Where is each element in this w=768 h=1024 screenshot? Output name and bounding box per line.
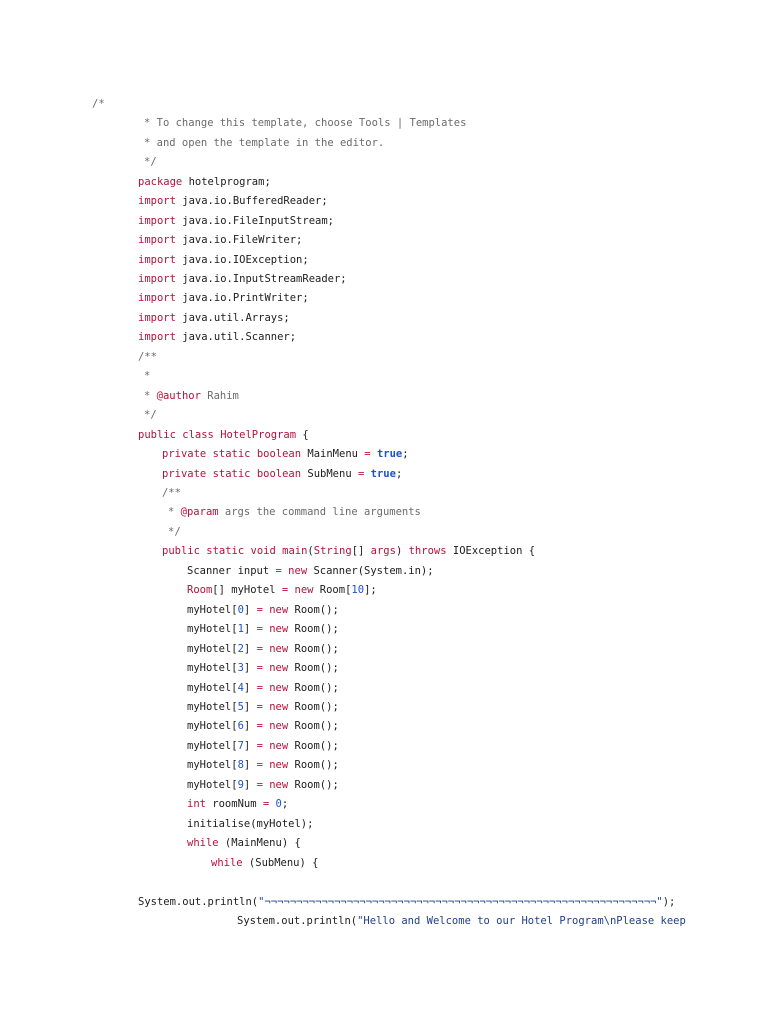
code-token: roomNum bbox=[205, 798, 263, 810]
code-token: Room(); bbox=[288, 623, 339, 635]
code-token: hotelprogram; bbox=[182, 176, 271, 188]
code-token: Room(); bbox=[288, 779, 339, 791]
code-token: 6 bbox=[237, 720, 244, 732]
code-token: = bbox=[275, 565, 282, 577]
code-token: ] bbox=[243, 759, 257, 771]
code-token: java.util.Arrays; bbox=[175, 312, 290, 324]
code-token: 10 bbox=[351, 584, 365, 596]
code-token: while bbox=[211, 857, 243, 869]
code-token: while bbox=[187, 837, 219, 849]
code-line bbox=[138, 270, 347, 289]
code-token: { bbox=[296, 429, 309, 441]
code-token: import bbox=[138, 292, 176, 304]
code-token: new bbox=[269, 720, 289, 732]
code-token: 5 bbox=[237, 701, 244, 713]
code-token: import bbox=[138, 331, 176, 343]
code-line bbox=[138, 251, 309, 270]
code-token: java.io.PrintWriter; bbox=[175, 292, 309, 304]
code-token: new bbox=[269, 662, 289, 674]
code-token: new bbox=[269, 623, 289, 635]
code-token: 8 bbox=[237, 759, 244, 771]
code-token: = bbox=[364, 448, 371, 460]
code-token: MainMenu bbox=[301, 448, 365, 460]
code-token: Room(); bbox=[288, 740, 339, 752]
code-token: new bbox=[269, 643, 289, 655]
code-line bbox=[187, 581, 377, 600]
code-line bbox=[144, 367, 150, 386]
code-token: * and open the template in the editor. bbox=[144, 137, 385, 149]
code-token: import bbox=[138, 254, 176, 266]
code-token: ] bbox=[243, 643, 257, 655]
code-token: import bbox=[138, 215, 176, 227]
code-token: Room bbox=[187, 584, 213, 596]
code-token: import bbox=[138, 312, 176, 324]
code-line bbox=[187, 776, 339, 795]
code-token: args bbox=[370, 545, 396, 557]
code-token: ] bbox=[243, 604, 257, 616]
code-token: (MainMenu) { bbox=[218, 837, 301, 849]
code-token: Room(); bbox=[288, 720, 339, 732]
code-token: myHotel[ bbox=[187, 662, 238, 674]
code-line bbox=[162, 484, 181, 503]
code-line bbox=[144, 134, 384, 153]
code-token: ; bbox=[402, 448, 409, 460]
code-token: Scanner input bbox=[187, 565, 276, 577]
code-token: public class bbox=[138, 429, 214, 441]
code-token: * bbox=[144, 370, 151, 382]
code-token: = bbox=[262, 798, 270, 810]
code-token: new bbox=[269, 779, 289, 791]
code-token: Room(); bbox=[288, 759, 339, 771]
code-token: "¬¬¬¬¬¬¬¬¬¬¬¬¬¬¬¬¬¬¬¬¬¬¬¬¬¬¬¬¬¬¬¬¬¬¬¬¬¬¬¬¬¬¬¬¬¬¬¬¬¬¬¬¬¬¬¬¬¬¬¬¬¬" bbox=[258, 896, 663, 908]
code-line bbox=[162, 542, 535, 561]
code-line bbox=[138, 328, 296, 347]
code-token: HotelProgram bbox=[220, 429, 297, 441]
code-token: = bbox=[256, 759, 263, 771]
code-token: * To change this template, choose Tools | Templates bbox=[144, 117, 467, 129]
code-token: import bbox=[138, 273, 176, 285]
code-line bbox=[144, 153, 157, 172]
code-token: new bbox=[294, 584, 314, 596]
code-token: * bbox=[168, 506, 181, 518]
code-line bbox=[187, 834, 301, 853]
code-line bbox=[187, 737, 339, 756]
code-token: myHotel[ bbox=[187, 643, 238, 655]
code-token: java.io.FileWriter; bbox=[175, 234, 303, 246]
code-token: Room(); bbox=[288, 682, 339, 694]
code-line bbox=[187, 717, 339, 736]
code-token: new bbox=[288, 565, 308, 577]
code-token: 0 bbox=[237, 604, 244, 616]
code-token: */ bbox=[168, 526, 181, 538]
code-token: args the command line arguments bbox=[218, 506, 421, 518]
code-token: ] bbox=[243, 623, 257, 635]
code-line bbox=[138, 426, 309, 445]
code-token: ; bbox=[395, 468, 403, 480]
code-line bbox=[144, 114, 466, 133]
code-token: new bbox=[269, 759, 289, 771]
code-line bbox=[187, 659, 339, 678]
code-token: Scanner(System.in); bbox=[307, 565, 434, 577]
code-token: Room(); bbox=[288, 604, 339, 616]
code-line bbox=[138, 192, 328, 211]
code-token: System.out.println( bbox=[138, 896, 259, 908]
code-token: (SubMenu) { bbox=[242, 857, 319, 869]
code-token: 2 bbox=[237, 643, 244, 655]
code-line bbox=[144, 406, 157, 425]
code-token: ] bbox=[243, 779, 257, 791]
code-token: = bbox=[256, 662, 263, 674]
code-line bbox=[211, 854, 318, 873]
code-token: new bbox=[269, 604, 289, 616]
code-token: true bbox=[376, 448, 403, 460]
code-line bbox=[138, 893, 675, 912]
code-token: = bbox=[281, 584, 289, 596]
code-token: Room(); bbox=[288, 662, 339, 674]
code-token: /** bbox=[162, 487, 181, 499]
code-token: Room[ bbox=[313, 584, 352, 596]
code-token: = bbox=[256, 740, 263, 752]
code-token: myHotel[ bbox=[187, 682, 238, 694]
code-line bbox=[187, 756, 339, 775]
code-line bbox=[187, 601, 339, 620]
code-token: "Hello and Welcome to our Hotel Program\nPlease keep bbox=[357, 915, 686, 927]
code-line bbox=[138, 309, 290, 328]
code-token: myHotel[ bbox=[187, 701, 238, 713]
code-token: @param bbox=[180, 506, 219, 518]
code-token: throws bbox=[408, 545, 447, 557]
code-token: java.io.InputStreamReader; bbox=[175, 273, 347, 285]
code-line bbox=[187, 640, 339, 659]
code-line bbox=[138, 289, 309, 308]
code-token: myHotel[ bbox=[187, 759, 238, 771]
code-token: import bbox=[138, 234, 176, 246]
code-token: private static boolean bbox=[162, 468, 302, 480]
code-token: java.io.BufferedReader; bbox=[175, 195, 328, 207]
code-token: new bbox=[269, 740, 289, 752]
code-token: ] bbox=[243, 740, 257, 752]
code-token: * bbox=[144, 390, 157, 402]
code-token: import bbox=[138, 195, 176, 207]
code-token: initialise(myHotel); bbox=[187, 818, 314, 830]
code-token: = bbox=[256, 604, 263, 616]
code-token: Room(); bbox=[288, 701, 339, 713]
code-line bbox=[168, 503, 421, 522]
code-line bbox=[92, 95, 105, 114]
code-line bbox=[187, 562, 434, 581]
code-token: ] bbox=[243, 720, 257, 732]
code-token: myHotel[ bbox=[187, 720, 238, 732]
code-token: [] myHotel bbox=[212, 584, 282, 596]
code-token: new bbox=[269, 701, 289, 713]
code-token: myHotel[ bbox=[187, 623, 238, 635]
code-line bbox=[187, 620, 339, 639]
code-token: 4 bbox=[237, 682, 244, 694]
code-line bbox=[138, 212, 334, 231]
code-token: java.io.FileInputStream; bbox=[175, 215, 334, 227]
code-token: Room(); bbox=[288, 643, 339, 655]
code-token: = bbox=[256, 623, 263, 635]
code-token: = bbox=[357, 468, 365, 480]
code-token: /* bbox=[92, 98, 105, 110]
code-token: main bbox=[282, 545, 308, 557]
code-token: ] bbox=[243, 682, 257, 694]
code-line bbox=[138, 348, 157, 367]
code-token: = bbox=[256, 720, 263, 732]
code-line bbox=[187, 679, 339, 698]
code-token: Rahim bbox=[200, 390, 239, 402]
code-line bbox=[138, 231, 302, 250]
code-token: */ bbox=[144, 156, 157, 168]
code-line bbox=[138, 173, 271, 192]
code-line bbox=[187, 795, 288, 814]
code-token: = bbox=[256, 779, 263, 791]
code-token: java.util.Scanner; bbox=[175, 331, 297, 343]
code-line bbox=[168, 523, 181, 542]
code-line bbox=[237, 912, 686, 931]
code-line bbox=[162, 465, 402, 484]
code-token: new bbox=[269, 682, 289, 694]
code-token: myHotel[ bbox=[187, 740, 238, 752]
code-line bbox=[187, 698, 339, 717]
code-token: myHotel[ bbox=[187, 779, 238, 791]
code-token: ] bbox=[243, 701, 257, 713]
code-token: ] bbox=[243, 662, 257, 674]
code-token: = bbox=[256, 682, 263, 694]
code-token: public static void bbox=[162, 545, 276, 557]
code-token: private static boolean bbox=[162, 448, 302, 460]
code-token: SubMenu bbox=[301, 468, 358, 480]
code-line bbox=[144, 387, 239, 406]
code-token: */ bbox=[144, 409, 157, 421]
code-token: String bbox=[313, 545, 352, 557]
code-token: 9 bbox=[237, 779, 244, 791]
code-token: 3 bbox=[237, 662, 244, 674]
code-line bbox=[187, 815, 313, 834]
code-token: @author bbox=[156, 390, 201, 402]
code-token: = bbox=[256, 701, 263, 713]
code-token: [] bbox=[351, 545, 371, 557]
code-token: System.out.println( bbox=[237, 915, 358, 927]
code-token: ) bbox=[395, 545, 409, 557]
code-token: 1 bbox=[237, 623, 244, 635]
code-token: true bbox=[370, 468, 396, 480]
code-token: ]; bbox=[364, 584, 377, 596]
code-token: ); bbox=[662, 896, 676, 908]
code-token: 7 bbox=[237, 740, 244, 752]
code-line bbox=[162, 445, 409, 464]
code-token: ; bbox=[281, 798, 289, 810]
code-token: = bbox=[256, 643, 263, 655]
code-token: IOException { bbox=[446, 545, 536, 557]
code-token: java.io.IOException; bbox=[175, 254, 309, 266]
code-token: ( bbox=[307, 545, 314, 557]
code-token: int bbox=[187, 798, 206, 810]
code-token: package bbox=[138, 176, 183, 188]
code-token: 0 bbox=[275, 798, 282, 810]
code-token: myHotel[ bbox=[187, 604, 238, 616]
code-token: /** bbox=[138, 351, 157, 363]
